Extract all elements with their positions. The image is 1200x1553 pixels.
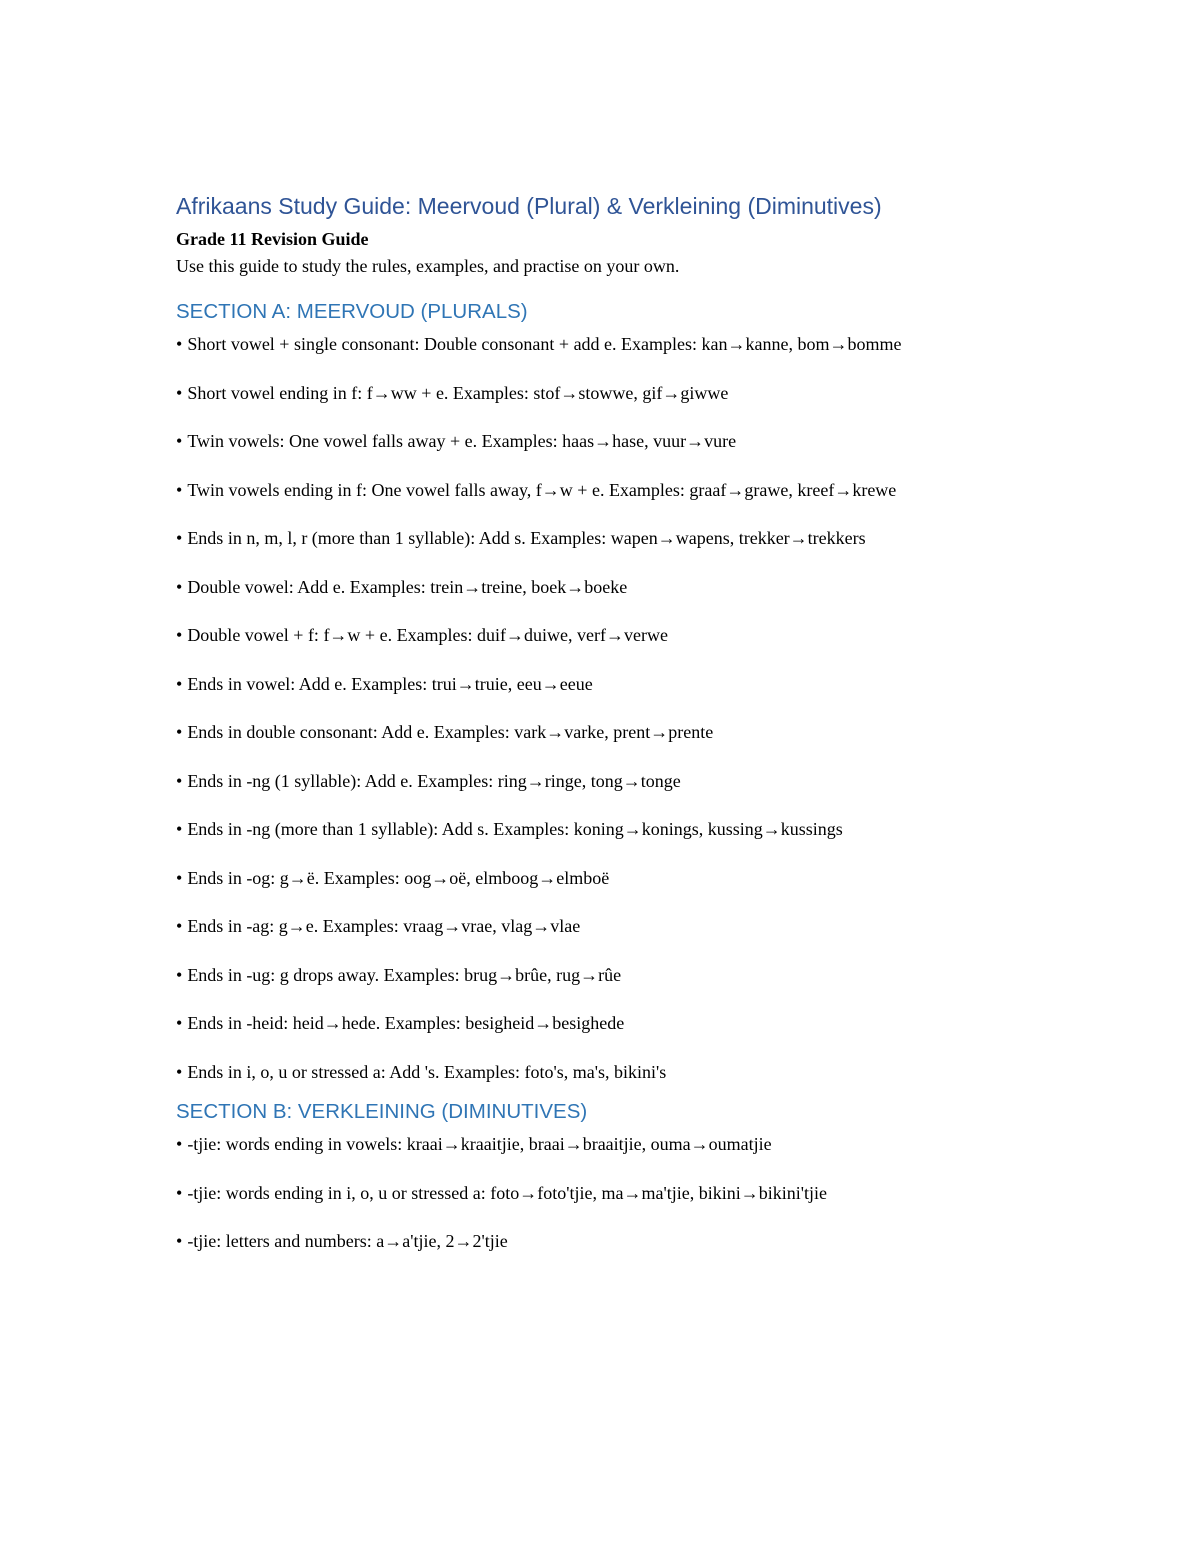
bullet-icon: •	[176, 1013, 183, 1033]
bullet-icon: •	[176, 964, 183, 985]
bullet-icon: •	[176, 819, 183, 839]
list-item	[176, 476, 1046, 505]
rule-text: Ends in -ng (more than 1 syllable): Add s. Examples: koning→konings, kussing→kussings	[187, 819, 843, 839]
bullet-icon: •	[176, 1182, 183, 1203]
list-item	[176, 1227, 1046, 1256]
bullet-icon: •	[176, 1231, 183, 1251]
section-b-rule-list	[176, 1130, 1046, 1256]
list-item	[176, 1130, 1046, 1159]
bullet-icon: •	[176, 431, 183, 451]
rule-text: Ends in -ng (1 syllable): Add e. Examples: ring→ringe, tong→tonge	[187, 770, 681, 791]
list-item	[176, 379, 1046, 408]
rule-text: Ends in -ag: g→e. Examples: vraag→vrae, vlag→vlae	[187, 916, 581, 936]
rule-text: Ends in vowel: Add e. Examples: trui→truie, eeu→eeue	[187, 673, 593, 694]
rule-text: Ends in -heid: heid→hede. Examples: besigheid→besighede	[187, 1013, 625, 1033]
rule-text: Ends in -og: g→ë. Examples: oog→oë, elmboog→elmboë	[187, 867, 610, 888]
bullet-icon: •	[176, 528, 183, 548]
list-item	[176, 767, 1046, 796]
rule-text: Double vowel + f: f→w + e. Examples: duif→duiwe, verf→verwe	[187, 625, 668, 645]
rule-text: Short vowel + single consonant: Double consonant + add e. Examples: kan→kanne, bom→bomme	[187, 334, 902, 354]
list-item	[176, 718, 1046, 747]
bullet-icon: •	[176, 382, 183, 403]
bullet-icon: •	[176, 916, 183, 936]
list-item	[176, 621, 1046, 650]
bullet-icon: •	[176, 1134, 183, 1154]
bullet-icon: •	[176, 1061, 183, 1082]
rule-text: Ends in double consonant: Add e. Examples: vark→varke, prent→prente	[187, 722, 714, 742]
list-item	[176, 330, 1046, 359]
rule-text: Ends in n, m, l, r (more than 1 syllable): Add s. Examples: wapen→wapens, trekker→trekkers	[187, 528, 866, 548]
list-item	[176, 427, 1046, 456]
bullet-icon: •	[176, 576, 183, 597]
section-a-heading: SECTION A: MEERVOUD (PLURALS)	[176, 300, 528, 323]
list-item	[176, 573, 1046, 602]
document-intro: Use this guide to study the rules, examples, and practise on your own.	[176, 256, 680, 276]
bullet-icon: •	[176, 334, 183, 354]
list-item	[176, 961, 1046, 990]
section-b-heading: SECTION B: VERKLEINING (DIMINUTIVES)	[176, 1100, 588, 1123]
document-title: Afrikaans Study Guide: Meervoud (Plural) & Verkleining (Diminutives)	[176, 193, 882, 219]
list-item	[176, 815, 1046, 844]
list-item	[176, 524, 1046, 553]
list-item	[176, 912, 1046, 941]
rule-text: -tjie: words ending in vowels: kraai→kraaitjie, braai→braaitjie, ouma→oumatjie	[187, 1134, 772, 1154]
list-item	[176, 1179, 1046, 1208]
rule-text: Double vowel: Add e. Examples: trein→treine, boek→boeke	[187, 576, 628, 597]
bullet-icon: •	[176, 625, 183, 645]
rule-text: Twin vowels: One vowel falls away + e. Examples: haas→hase, vuur→vure	[187, 431, 737, 451]
section-a-rule-list	[176, 330, 1046, 1086]
bullet-icon: •	[176, 479, 183, 500]
rule-text: Ends in -ug: g drops away. Examples: brug→brûe, rug→rûe	[187, 964, 622, 985]
rule-text: Short vowel ending in f: f→ww + e. Examples: stof→stowwe, gif→giwwe	[187, 382, 729, 403]
bullet-icon: •	[176, 673, 183, 694]
bullet-icon: •	[176, 867, 183, 888]
list-item	[176, 1009, 1046, 1038]
list-item	[176, 1058, 1046, 1087]
rule-text: Ends in i, o, u or stressed a: Add 's. Examples: foto's, ma's, bikini's	[187, 1061, 667, 1082]
document-page	[176, 190, 1046, 1276]
bullet-icon: •	[176, 770, 183, 791]
document-subtitle: Grade 11 Revision Guide	[176, 229, 369, 249]
rule-text: -tjie: words ending in i, o, u or stressed a: foto→foto'tjie, ma→ma'tjie, bikini→bikini'tjie	[187, 1182, 827, 1203]
rule-text: -tjie: letters and numbers: a→a'tjie, 2→2'tjie	[187, 1231, 508, 1251]
rule-text: Twin vowels ending in f: One vowel falls away, f→w + e. Examples: graaf→grawe, kreef→krewe	[187, 479, 897, 500]
list-item	[176, 670, 1046, 699]
bullet-icon: •	[176, 722, 183, 742]
list-item	[176, 864, 1046, 893]
